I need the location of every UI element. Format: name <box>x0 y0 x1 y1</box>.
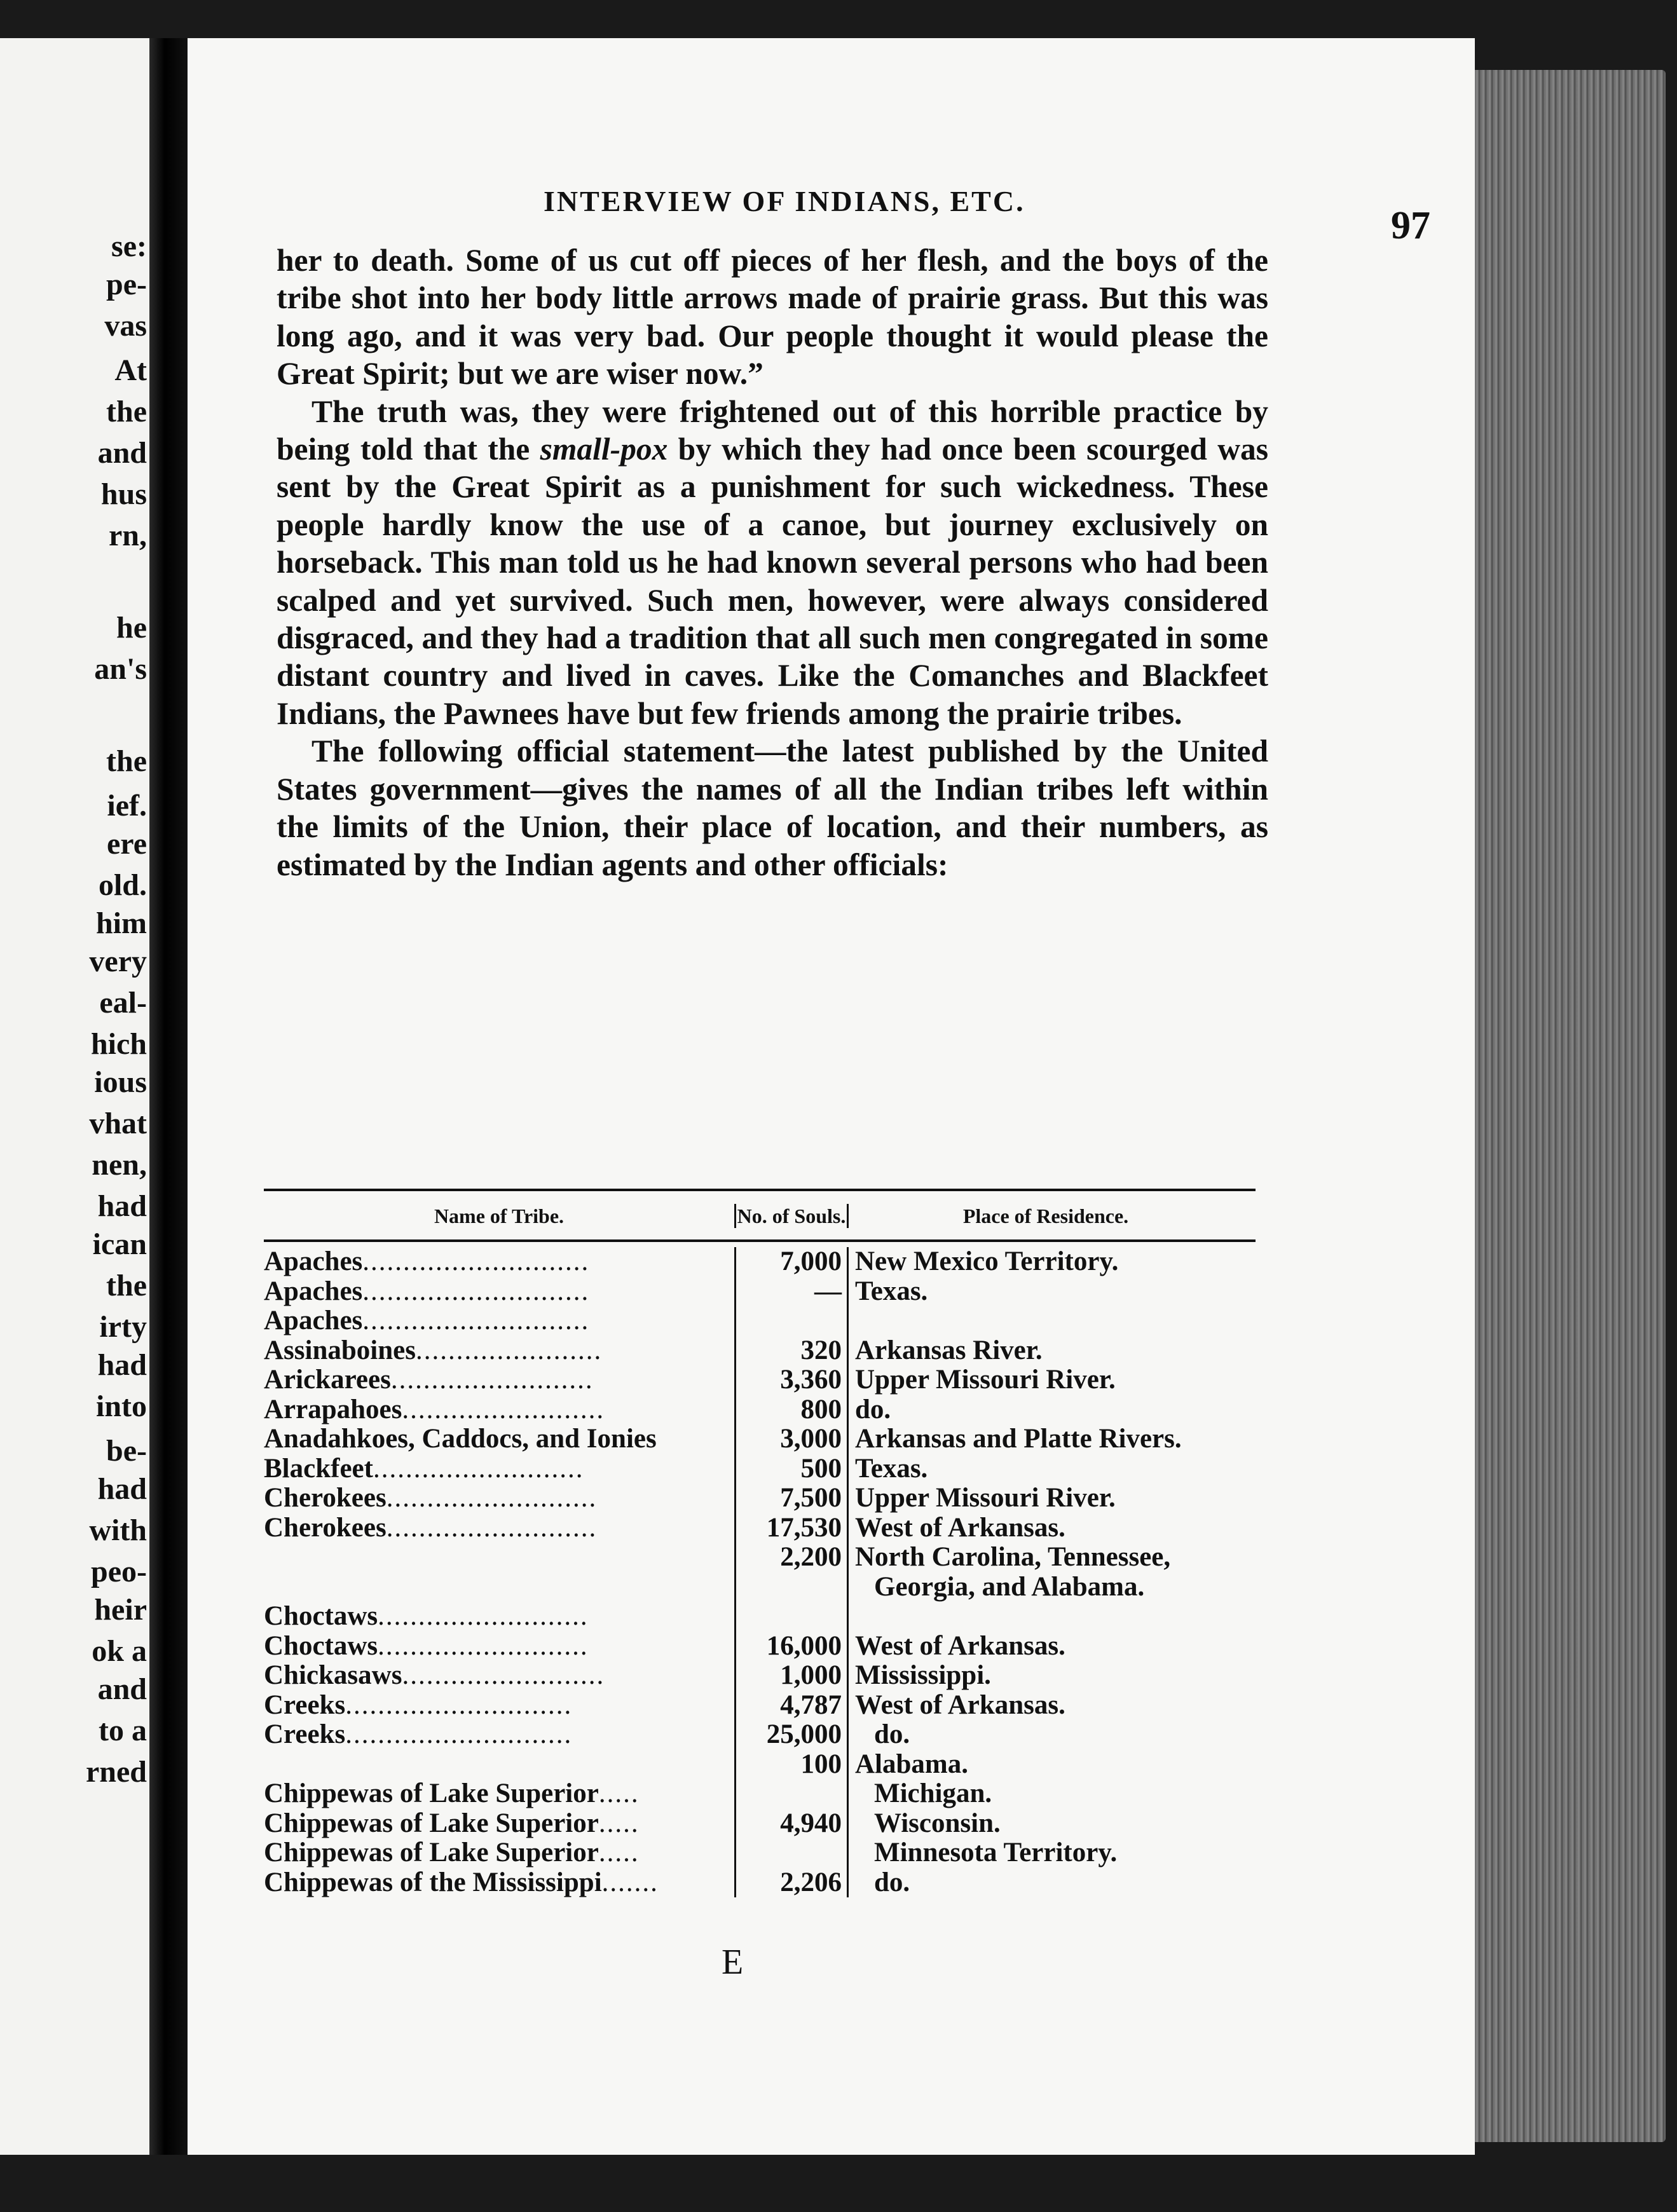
header-name-of-tribe: Name of Tribe. <box>434 1205 565 1227</box>
tribe-name-cell: Apaches............................ <box>264 1306 590 1335</box>
leader-dots: ............................ <box>362 1247 590 1276</box>
table-row <box>264 1868 1256 1898</box>
residence-cell: Minnesota Territory. <box>874 1838 1118 1867</box>
table-row <box>264 1720 1256 1750</box>
header-place-of-residence: Place of Residence. <box>962 1205 1129 1227</box>
residence-cell: Alabama. <box>855 1749 968 1779</box>
left-page-text-fragment: the <box>106 395 147 428</box>
left-page-text-fragment: and <box>97 436 147 470</box>
left-page-text-fragment: he <box>116 611 147 645</box>
left-page-text-fragment: ican <box>92 1227 147 1261</box>
leader-dots: ..... <box>598 1838 640 1867</box>
residence-cell: Arkansas River. <box>855 1335 1043 1365</box>
residence-cell: West of Arkansas. <box>855 1690 1065 1720</box>
table-row <box>264 1247 1256 1277</box>
table-row <box>264 1838 1256 1868</box>
souls-cell: 17,530 <box>734 1513 849 1543</box>
leader-dots: ......................... <box>402 1395 605 1424</box>
table-body <box>264 1239 1256 1897</box>
left-page-fragment <box>0 38 149 2155</box>
leader-dots: .......................... <box>378 1631 589 1661</box>
table-row <box>264 1779 1256 1809</box>
italic-term: small-pox <box>540 432 668 467</box>
left-page-text-fragment: vhat <box>89 1107 147 1140</box>
table-row <box>264 1691 1256 1721</box>
tribe-name-cell: Choctaws.......................... <box>264 1602 589 1631</box>
left-page-text-fragment: eal- <box>99 986 147 1020</box>
leader-dots: ............................ <box>362 1306 590 1335</box>
left-page-text-fragment: with <box>89 1513 147 1547</box>
left-page-text-fragment: hich <box>90 1027 147 1061</box>
page-number: 97 <box>1391 204 1430 247</box>
souls-cell: 16,000 <box>734 1632 849 1662</box>
paragraph-3: The following official statement—the latest published by the United States government—gives the names of all the Indian tribes left within the limits of the Union, their place of location, and their numbers, as estimated by the Indian agents and other officials: <box>277 734 1268 882</box>
header-no-of-souls: No. of Souls. <box>734 1204 849 1228</box>
body-text <box>277 242 1268 884</box>
tribes-table <box>264 1189 1256 1897</box>
residence-cell: do. <box>874 1719 910 1749</box>
left-page-text-fragment: had <box>97 1472 147 1506</box>
residence-cell: Upper Missouri River. <box>855 1483 1116 1513</box>
table-row <box>264 1809 1256 1839</box>
book-page <box>188 38 1475 2155</box>
table-row <box>264 1336 1256 1366</box>
souls-cell: 100 <box>734 1750 849 1780</box>
table-row <box>264 1602 1256 1632</box>
left-page-text-fragment: hus <box>100 477 147 511</box>
tribe-name-cell <box>264 1750 734 1780</box>
residence-cell: West of Arkansas. <box>855 1512 1065 1543</box>
souls-cell: 7,500 <box>734 1484 849 1513</box>
tribe-name-cell: Chippewas of Lake Superior..... <box>264 1779 640 1808</box>
residence-cell: Mississippi. <box>855 1660 991 1690</box>
left-page-text-fragment: old. <box>98 868 147 902</box>
souls-cell <box>734 1573 849 1602</box>
leader-dots: ......................... <box>402 1661 605 1690</box>
residence-cell: North Carolina, Tennessee, <box>855 1542 1171 1572</box>
tribe-name-cell: Blackfeet.......................... <box>264 1454 584 1484</box>
tribe-name-cell: Arrapahoes......................... <box>264 1395 605 1424</box>
leader-dots: ............................ <box>362 1276 590 1306</box>
table-row <box>264 1513 1256 1543</box>
table-row <box>264 1750 1256 1780</box>
table-row <box>264 1573 1256 1602</box>
tribe-name-cell: Assinaboines....................... <box>264 1335 603 1365</box>
souls-cell: 500 <box>734 1454 849 1484</box>
page-edge-stack <box>1462 70 1666 2142</box>
tribe-name-cell: Chippewas of Lake Superior..... <box>264 1808 640 1838</box>
paragraph-1: her to death. Some of us cut off pieces of her flesh, and the boys of the tribe shot into her body little arrows made of prairie grass. But this was long ago, and it was very bad. Our people thought it would please the Great Spirit; but we are wiser now.” <box>277 243 1268 392</box>
residence-cell: Georgia, and Alabama. <box>874 1571 1145 1602</box>
souls-cell: 4,940 <box>734 1809 849 1839</box>
souls-cell: 800 <box>734 1395 849 1425</box>
souls-cell: 2,206 <box>734 1868 849 1898</box>
leader-dots: ....... <box>601 1867 659 1897</box>
left-page-text-fragment: nen, <box>92 1148 147 1182</box>
leader-dots: ....................... <box>415 1335 603 1365</box>
residence-cell: Texas. <box>855 1276 928 1306</box>
souls-cell: 1,000 <box>734 1661 849 1691</box>
table-row <box>264 1484 1256 1513</box>
table-row <box>264 1306 1256 1336</box>
table-row <box>264 1277 1256 1307</box>
tribe-name-cell: Creeks............................ <box>264 1720 573 1749</box>
left-page-text-fragment: him <box>95 906 147 940</box>
tribe-name-cell: Chickasaws......................... <box>264 1661 605 1690</box>
table-row <box>264 1543 1256 1573</box>
tribe-name-cell: Arickarees......................... <box>264 1365 594 1395</box>
tribe-name-cell: Cherokees.......................... <box>264 1513 598 1543</box>
left-page-text-fragment: heir <box>94 1593 147 1627</box>
leader-dots: .......................... <box>373 1454 584 1484</box>
table-row <box>264 1454 1256 1484</box>
left-page-text-fragment: into <box>95 1389 147 1423</box>
tribe-name-cell: Chippewas of the Mississippi....... <box>264 1867 659 1897</box>
residence-cell: Upper Missouri River. <box>855 1365 1116 1395</box>
left-page-text-fragment: an's <box>94 652 147 686</box>
residence-cell: do. <box>855 1394 891 1424</box>
left-page-text-fragment: ok a <box>92 1634 147 1668</box>
left-page-text-fragment: to a <box>99 1714 147 1747</box>
tribe-name-cell <box>264 1573 734 1602</box>
table-row <box>264 1365 1256 1395</box>
left-page-text-fragment: At <box>114 353 147 387</box>
residence-cell <box>849 1602 1243 1632</box>
residence-cell <box>849 1306 1243 1336</box>
table-header <box>264 1191 1256 1239</box>
tribe-name-cell: Apaches............................ <box>264 1247 590 1276</box>
left-page-text-fragment: vas <box>104 309 147 343</box>
residence-cell: Arkansas and Platte Rivers. <box>855 1424 1182 1454</box>
souls-cell: 2,200 <box>734 1543 849 1573</box>
left-page-text-fragment: se: <box>111 229 147 263</box>
leader-dots: ..... <box>598 1808 640 1838</box>
running-head: INTERVIEW OF INDIANS, ETC. <box>544 185 1025 217</box>
residence-cell: Texas. <box>855 1453 928 1484</box>
left-page-text-fragment: had <box>97 1348 147 1382</box>
left-page-text-fragment: and <box>97 1672 147 1706</box>
tribe-name-cell: Creeks............................ <box>264 1690 573 1720</box>
left-page-text-fragment: peo- <box>91 1555 147 1588</box>
souls-cell: 7,000 <box>734 1247 849 1277</box>
souls-cell: — <box>734 1277 849 1307</box>
leader-dots: .......................... <box>386 1513 598 1543</box>
left-page-text-fragment: the <box>106 744 147 778</box>
residence-cell: do. <box>874 1867 910 1897</box>
left-page-text-fragment: the <box>106 1269 147 1302</box>
souls-cell <box>734 1602 849 1632</box>
leader-dots: .......................... <box>386 1484 598 1513</box>
leader-dots: ......................... <box>390 1365 594 1395</box>
tribe-name-cell: Chippewas of Lake Superior..... <box>264 1838 640 1867</box>
souls-cell <box>734 1779 849 1809</box>
souls-cell: 3,360 <box>734 1365 849 1395</box>
left-page-text-fragment: irty <box>99 1310 147 1344</box>
tribe-name-cell <box>264 1543 734 1573</box>
leader-dots: .......................... <box>378 1602 589 1631</box>
left-page-text-fragment: ief. <box>107 789 147 823</box>
leader-dots: ..... <box>598 1779 640 1808</box>
residence-cell: New Mexico Territory. <box>855 1246 1119 1276</box>
tribe-name-cell: Cherokees.......................... <box>264 1484 598 1513</box>
left-page-text-fragment: had <box>97 1189 147 1223</box>
souls-cell: 25,000 <box>734 1720 849 1750</box>
tribe-name-cell: Anadahkoes, Caddocs, and Ionies <box>264 1424 657 1454</box>
residence-cell: Michigan. <box>874 1778 992 1808</box>
left-page-text-fragment: rn, <box>109 519 147 552</box>
residence-cell: Wisconsin. <box>874 1808 1001 1838</box>
tribe-name-cell: Apaches............................ <box>264 1276 590 1306</box>
left-page-text-fragment: ere <box>106 827 147 861</box>
souls-cell: 3,000 <box>734 1424 849 1454</box>
table-row <box>264 1424 1256 1454</box>
book-gutter <box>149 38 188 2155</box>
table-row <box>264 1661 1256 1691</box>
left-page-text-fragment: ious <box>94 1065 147 1099</box>
souls-cell <box>734 1306 849 1336</box>
left-page-text-fragment: rned <box>86 1755 147 1789</box>
paragraph-2: The truth was, they were frightened out of this horrible practice by being told that the small-pox by which they had once been scourged was sent by the Great Spirit as a punishment for such wickedness. These people hardly know the use of a canoe, but journey exclusively on horseback. This man told us he had known several persons who had been scalped and yet survived. Such men, however, were always considered disgraced, and they had a tradition that all such men congregated in some distant country and lived in caves. Like the Comanches and Blackfeet Indians, the Pawnees have but few friends among the prairie tribes. <box>277 393 1268 731</box>
souls-cell: 320 <box>734 1336 849 1366</box>
signature-mark: E <box>722 1942 744 1982</box>
souls-cell: 4,787 <box>734 1691 849 1721</box>
souls-cell <box>734 1838 849 1868</box>
table-row <box>264 1632 1256 1662</box>
left-page-text-fragment: pe- <box>106 268 147 301</box>
tribe-name-cell: Choctaws.......................... <box>264 1631 589 1661</box>
leader-dots: ............................ <box>345 1690 573 1720</box>
left-page-text-fragment: very <box>89 945 147 978</box>
leader-dots: ............................ <box>345 1720 573 1749</box>
table-row <box>264 1395 1256 1425</box>
residence-cell: West of Arkansas. <box>855 1630 1065 1661</box>
left-page-text-fragment: be- <box>106 1434 147 1468</box>
